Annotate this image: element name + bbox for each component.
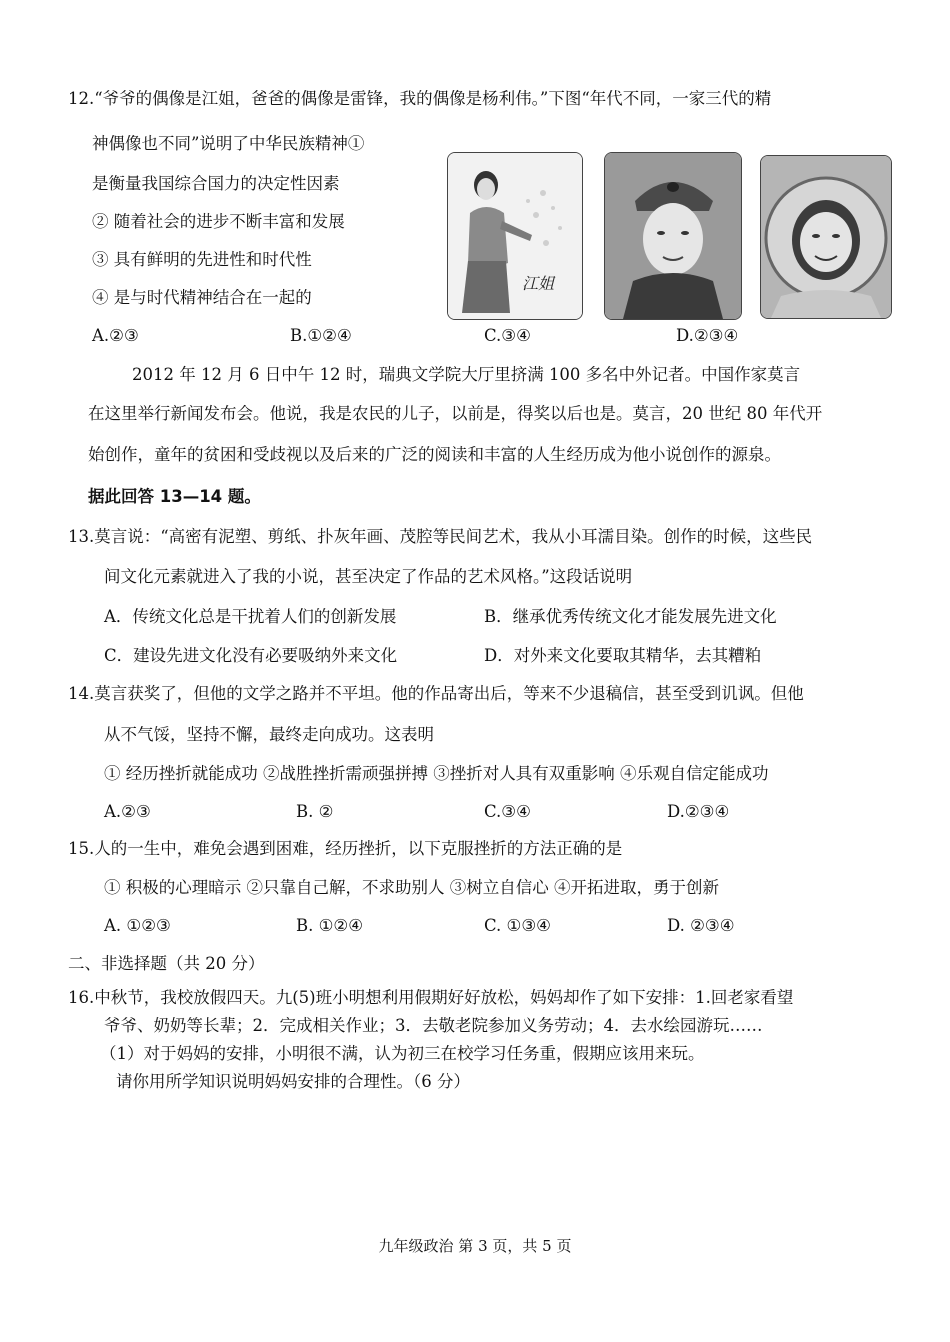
q16-stem-line1: 16.中秋节，我校放假四天。九(5)班小明想利用假期好好放松，妈妈却作了如下安排：1.回老家看望	[68, 988, 794, 1007]
q14-stem-line1: 14.莫言获奖了，但他的文学之路并不平坦。他的作品寄出后，等来不少退稿信，甚至受到讥讽。但他	[68, 684, 804, 703]
lei-feng-photo	[604, 152, 742, 320]
q15-option-d: D. ②③④	[667, 916, 735, 935]
q15-stem: 15.人的一生中，难免会遇到困难，经历挫折，以下克服挫折的方法正确的是	[68, 839, 623, 858]
q13-option-c: C．建设先进文化没有必要吸纳外来文化	[104, 646, 398, 665]
q16-sub-question-1: （1）对于妈妈的安排，小明很不满，认为初三在校学习任务重，假期应该用来玩。	[100, 1044, 705, 1063]
q12-option-b: B.①②④	[290, 326, 352, 345]
q13-option-a: A．传统文化总是干扰着人们的创新发展	[104, 607, 397, 626]
q13-option-d: D．对外来文化要取其精华，去其糟粕	[484, 646, 762, 665]
q13-stem-line1: 13.莫言说：“高密有泥塑、剪纸、扑灰年画、茂腔等民间艺术，我从小耳濡目染。创作的时候，这些民	[68, 527, 813, 546]
q12-option-a: A.②③	[92, 326, 139, 345]
q12-option-c: C.③④	[484, 326, 531, 345]
page-footer: 九年级政治 第 3 页，共 5 页	[378, 1237, 572, 1255]
q14-items: ① 经历挫折就能成功 ②战胜挫折需顽强拼搏 ③挫折对人具有双重影响 ④乐观自信定能成功	[104, 764, 769, 783]
q14-option-a: A.②③	[104, 802, 151, 821]
q12-option-d: D.②③④	[676, 326, 739, 345]
q13-option-b: B．继承优秀传统文化才能发展先进文化	[484, 607, 777, 626]
q12-item-1: 是衡量我国综合国力的决定性因素	[92, 174, 340, 193]
q15-option-c: C. ①③④	[484, 916, 551, 935]
q14-stem-line2: 从不气馁，坚持不懈，最终走向成功。这表明	[104, 725, 434, 744]
passage-line-2: 在这里举行新闻发布会。他说，我是农民的儿子，以前是，得奖以后也是。莫言，20 世纪 80 年代开	[88, 404, 823, 423]
q14-option-d: D.②③④	[667, 802, 730, 821]
section-2-heading: 二、非选择题（共 20 分）	[68, 954, 265, 973]
jiang-jie-photo	[447, 152, 583, 320]
q15-option-b: B. ①②④	[296, 916, 363, 935]
q13-stem-line2: 间文化元素就进入了我的小说，甚至决定了作品的艺术风格。”这段话说明	[104, 567, 633, 586]
q14-option-b: B. ②	[296, 802, 334, 821]
passage-line-1: 2012 年 12 月 6 日中午 12 时，瑞典文学院大厅里挤满 100 多名中外记者。中国作家莫言	[132, 365, 801, 384]
q12-item-3: ③ 具有鲜明的先进性和时代性	[92, 250, 312, 269]
q14-option-c: C.③④	[484, 802, 531, 821]
jiang-jie-caption: 江姐	[522, 274, 555, 293]
q16-stem-line2: 爷爷、奶奶等长辈；2．完成相关作业；3．去敬老院参加义务劳动；4．去水绘园游玩……	[104, 1016, 763, 1035]
q12-item-4: ④ 是与时代精神结合在一起的	[92, 288, 312, 307]
q15-option-a: A. ①②③	[104, 916, 171, 935]
q16-sub-question-1-prompt: 请你用所学知识说明妈妈安排的合理性。（6 分）	[116, 1072, 470, 1091]
yang-liwei-photo	[760, 155, 892, 319]
q15-items: ① 积极的心理暗示 ②只靠自己解，不求助别人 ③树立自信心 ④开拓进取，勇于创新	[104, 878, 719, 897]
q12-item-2: ② 随着社会的进步不断丰富和发展	[92, 212, 345, 231]
passage-instruction: 据此回答 13—14 题。	[88, 487, 261, 506]
passage-line-3: 始创作，童年的贫困和受歧视以及后来的广泛的阅读和丰富的人生经历成为他小说创作的源泉。	[88, 445, 781, 464]
q12-stem-line2: 神偶像也不同”说明了中华民族精神①	[92, 134, 365, 153]
q12-stem-line1: 12.“爷爷的偶像是江姐，爸爸的偶像是雷锋，我的偶像是杨利伟。”下图“年代不同，一家三代的精	[68, 89, 772, 108]
